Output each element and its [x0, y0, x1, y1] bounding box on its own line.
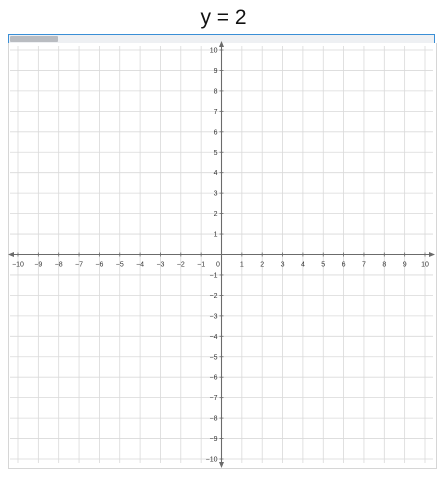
x-tick-label: 8	[382, 261, 387, 269]
x-tick-label: −4	[136, 261, 145, 269]
x-axis-arrow-right	[429, 252, 435, 257]
y-tick-label: 2	[213, 211, 218, 219]
x-tick-label: 3	[280, 261, 285, 269]
y-tick-label: 6	[213, 129, 218, 137]
y-tick-label: 7	[213, 108, 218, 116]
y-tick-label: −1	[209, 272, 218, 280]
y-tick-label: 5	[213, 149, 218, 157]
x-tick-label: −2	[176, 261, 185, 269]
x-tick-label: −10	[12, 261, 24, 269]
y-tick-label: 1	[213, 231, 218, 239]
x-tick-label: 4	[300, 261, 305, 269]
y-tick-label: −6	[209, 374, 218, 382]
y-axis-arrow-down	[219, 462, 224, 468]
x-tick-label: −7	[75, 261, 84, 269]
y-tick-label: −8	[209, 415, 218, 423]
y-tick-label: −7	[209, 395, 218, 403]
y-tick-label: 3	[213, 190, 218, 198]
y-tick-label: −4	[209, 333, 218, 341]
x-tick-label: 0	[216, 261, 220, 269]
x-tick-label: −5	[115, 261, 124, 269]
x-tick-label: −6	[95, 261, 104, 269]
y-tick-label: 8	[213, 88, 218, 96]
y-tick-label: −10	[205, 456, 218, 464]
x-tick-label: −1	[197, 261, 206, 269]
y-tick-label: 10	[209, 47, 218, 55]
x-tick-label: −3	[156, 261, 165, 269]
axes	[8, 41, 435, 468]
x-tick-label: 9	[402, 261, 407, 269]
y-tick-label: 4	[213, 170, 218, 178]
x-tick-label: 1	[239, 261, 244, 269]
y-tick-label: 9	[213, 67, 218, 75]
y-axis-arrow-up	[219, 41, 224, 47]
x-axis-arrow-left	[8, 252, 14, 257]
y-tick-label: −5	[209, 354, 218, 362]
x-tick-label: 5	[321, 261, 326, 269]
x-tick-label: 7	[361, 261, 366, 269]
x-tick-label: −9	[34, 261, 43, 269]
y-tick-label: −2	[209, 292, 218, 300]
x-tick-label: −8	[54, 261, 63, 269]
chart-title: y = 2	[200, 6, 247, 29]
tick-labels	[12, 48, 429, 464]
x-tick-label: 6	[341, 261, 346, 269]
x-tick-label: 2	[260, 261, 265, 269]
y-tick-label: −9	[209, 436, 218, 444]
x-tick-label: 10	[421, 261, 429, 269]
y-tick-label: −3	[209, 313, 218, 321]
